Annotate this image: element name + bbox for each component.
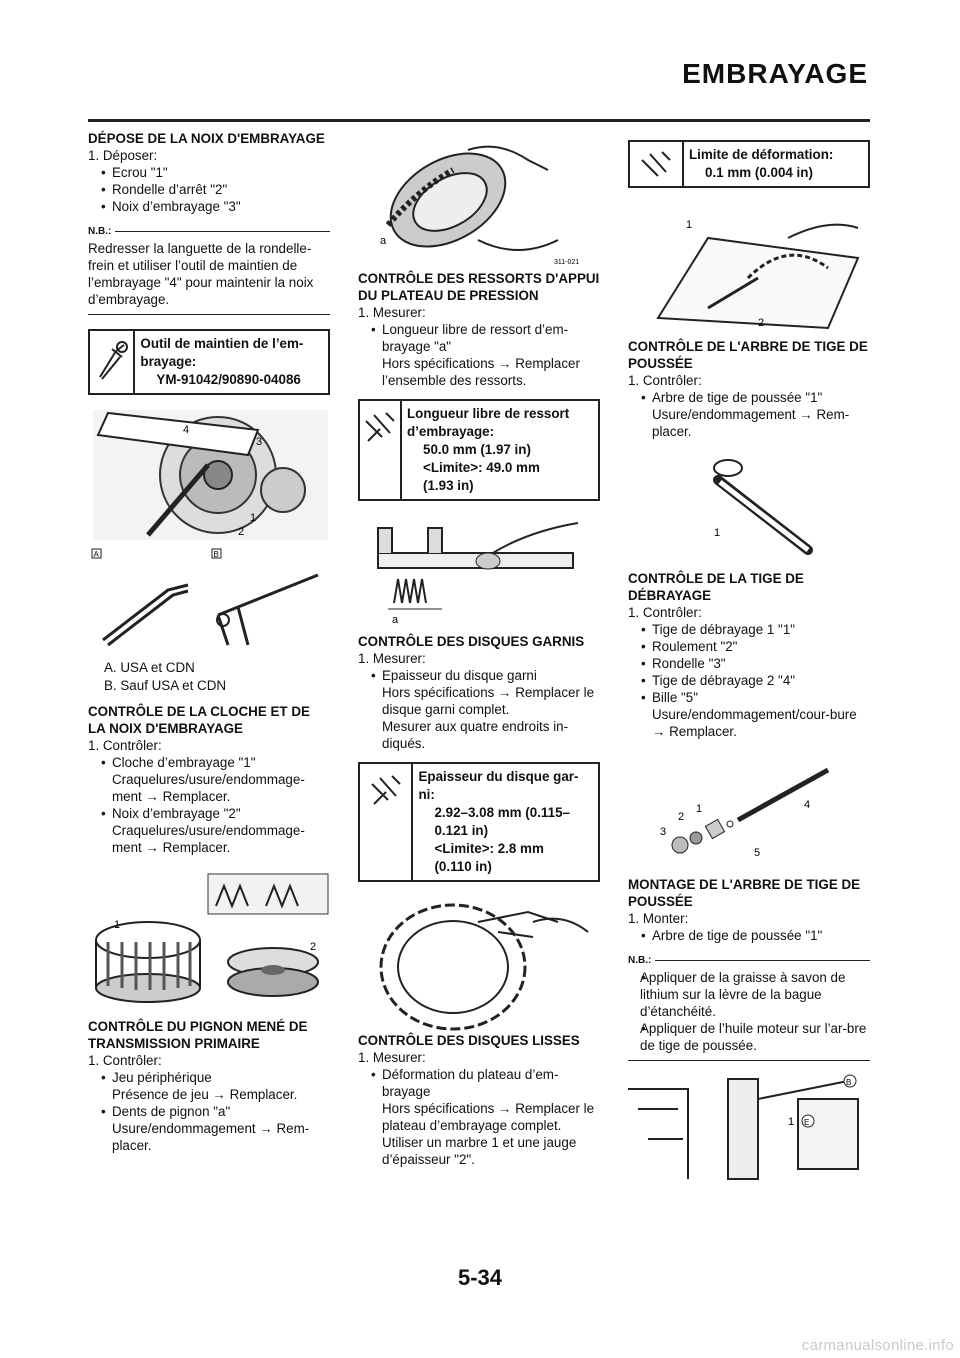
clutch-holder-figure xyxy=(88,405,330,545)
list-item: • Tige de débrayage 2 "4" xyxy=(628,672,870,689)
list-item: • Jeu périphérique xyxy=(88,1069,330,1086)
spec-limit: (0.110 in) xyxy=(434,859,492,874)
spec-title: Limite de déformation: xyxy=(689,147,834,162)
list-detail: Utiliser un marbre 1 et une jauge d’épaisseur "2". xyxy=(382,1135,577,1167)
figure-code: 311-021 xyxy=(554,259,580,266)
tool-spec-box xyxy=(88,329,330,395)
plate-warp-figure xyxy=(628,198,870,338)
step: 1. Contrôler: xyxy=(628,373,702,388)
list-detail: Usure/endommagement/cour-bure → Remplacer. xyxy=(652,707,857,739)
list-item: • Epaisseur du disque garni xyxy=(358,667,600,684)
spec-title: Epaisseur du disque gar-ni: xyxy=(418,769,579,802)
section-title: CONTRÔLE DE L'ARBRE DE TIGE DE POUSSÉE xyxy=(628,339,868,371)
note-block xyxy=(628,952,870,1061)
spec-limit: (1.93 in) xyxy=(423,478,474,493)
callout-1: 1 xyxy=(788,1116,795,1128)
note-label: N.B.: xyxy=(88,226,112,237)
section-title: DÉPOSE DE LA NOIX D'EMBRAYAGE xyxy=(88,131,325,146)
tool-title: Outil de maintien de l’em-brayage: xyxy=(140,336,304,369)
callout-1: 1 xyxy=(714,527,721,539)
warp-spec-box xyxy=(628,140,870,188)
list-item: • Dents de pignon "a" xyxy=(88,1103,330,1120)
callout-2: 2 xyxy=(758,317,765,329)
callout-e: E xyxy=(804,1118,810,1127)
push-rod-shaft-figure xyxy=(628,440,870,570)
section-title: CONTRÔLE DE LA TIGE DE DÉBRAYAGE xyxy=(628,571,804,603)
spec-value: 0.121 in) xyxy=(434,823,489,838)
callout-2: 2 xyxy=(310,941,317,953)
push-rod-parts-figure xyxy=(628,740,870,876)
gear-backlash-figure xyxy=(358,130,600,270)
list-detail: Présence de jeu → Remplacer. xyxy=(112,1087,298,1102)
page-number: 5-34 xyxy=(457,1265,503,1290)
column-left xyxy=(88,130,330,1154)
list-item: • Roulement "2" xyxy=(628,638,870,655)
list-item: • Déformation du plateau d’em-brayage xyxy=(358,1066,600,1100)
column-right xyxy=(628,130,870,1187)
callout-4: 4 xyxy=(804,799,811,811)
list-item: • Rondelle "3" xyxy=(628,655,870,672)
spec-value: 2.92–3.08 mm (0.115– xyxy=(434,805,570,820)
install-figure xyxy=(628,1069,870,1187)
callout-1: 1 xyxy=(686,219,693,231)
caliper-icon xyxy=(630,142,684,186)
disc-spec-box xyxy=(358,762,600,882)
step: 1. Contrôler: xyxy=(88,738,162,753)
list-item: • Rondelle d’arrêt "2" xyxy=(88,181,330,198)
callout-b: B xyxy=(846,1078,852,1087)
callout-2: 2 xyxy=(678,811,685,823)
list-detail: Hors spécifications → Remplacer le plateau d’embrayage complet. xyxy=(382,1101,595,1133)
section-title: CONTRÔLE DES RESSORTS D'APPUI DU PLATEAU DE PRESSION xyxy=(358,271,600,303)
note-block xyxy=(88,223,330,315)
watermark: carmanualsonline.info xyxy=(801,1337,954,1354)
spec-limit: <Limite>: 2.8 mm xyxy=(434,841,544,856)
clutch-housing-figure xyxy=(88,870,330,1008)
note-text: Redresser la languette de la rondelle-frein et utiliser l’outil de maintien de l’embrayage "4" pour maintenir la noix d’embrayage. xyxy=(88,241,314,307)
note-item: • Appliquer de l’huile moteur sur l’ar-bre de tige de poussée. xyxy=(628,1020,870,1054)
section-title: CONTRÔLE DES DISQUES GARNIS xyxy=(358,634,585,649)
list-item: • Noix d’embrayage "2" xyxy=(88,805,330,822)
section-title: CONTRÔLE DE LA CLOCHE ET DE LA NOIX D'EMBRAYAGE xyxy=(88,704,310,736)
caliper-icon xyxy=(360,401,402,499)
list-detail: Mesurer aux quatre endroits in-diqués. xyxy=(382,719,569,751)
list-item: • Arbre de tige de poussée "1" xyxy=(628,389,870,406)
step: 1. Mesurer: xyxy=(358,1050,426,1065)
list-detail: Hors spécifications → Remplacer le disque garni complet. xyxy=(382,685,595,717)
list-item: • Longueur libre de ressort d’em-brayage "a" xyxy=(358,321,600,355)
spec-limit: <Limite>: 49.0 mm xyxy=(423,460,540,475)
step: 1. Contrôler: xyxy=(628,605,702,620)
spring-measure-figure xyxy=(358,513,600,633)
list-item: • Ecrou "1" xyxy=(88,164,330,181)
callout-3: 3 xyxy=(256,436,263,448)
step: 1. Mesurer: xyxy=(358,651,426,666)
note-item: • Appliquer de la graisse à savon de lithium sur la lèvre de la bague d’étanchéité. xyxy=(628,969,870,1020)
section-title: CONTRÔLE DU PIGNON MENÉ DE TRANSMISSION PRIMAIRE xyxy=(88,1019,308,1051)
header-rule xyxy=(88,119,870,122)
list-detail: Hors spécifications → Remplacer l’ensemble des ressorts. xyxy=(382,356,580,388)
spec-value: 50.0 mm (1.97 in) xyxy=(423,442,531,457)
wrench-icon xyxy=(90,331,135,393)
callout-1: 1 xyxy=(250,512,257,524)
spec-value: 0.1 mm (0.004 in) xyxy=(705,165,813,180)
column-middle xyxy=(358,130,600,1168)
step: 1. Déposer: xyxy=(88,148,158,163)
list-item: • Cloche d’embrayage "1" xyxy=(88,754,330,771)
callout-1: 1 xyxy=(696,803,703,815)
spec-title: Longueur libre de ressort d’embrayage: xyxy=(407,406,570,439)
friction-disc-figure xyxy=(358,892,600,1032)
list-item: • Noix d’embrayage "3" xyxy=(88,198,330,215)
spring-spec-box xyxy=(358,399,600,501)
list-detail: Craquelures/usure/endommage-ment → Remplacer. xyxy=(112,772,305,804)
list-detail: Usure/endommagement → Rem-placer. xyxy=(112,1121,310,1153)
list-detail: Usure/endommagement → Rem-placer. xyxy=(652,407,850,439)
callout-4: 4 xyxy=(183,424,190,436)
page-title: EMBRAYAGE xyxy=(682,58,868,89)
callout-a: a xyxy=(392,614,399,626)
legend-item: B. Sauf USA et CDN xyxy=(104,678,227,693)
caliper-icon xyxy=(360,764,413,880)
holder-tools-figure xyxy=(88,545,330,655)
label-a: A xyxy=(93,550,99,559)
callout-1: 1 xyxy=(114,919,121,931)
section-title: CONTRÔLE DES DISQUES LISSES xyxy=(358,1033,580,1048)
callout-2: 2 xyxy=(238,526,245,538)
tool-value: YM-91042/90890-04086 xyxy=(156,372,301,387)
callout-a: a xyxy=(380,235,387,247)
label-b: B xyxy=(213,550,219,559)
list-item: • Arbre de tige de poussée "1" xyxy=(628,927,870,944)
list-item: • Bille "5" xyxy=(628,689,870,706)
legend-item: A. USA et CDN xyxy=(104,660,195,675)
callout-5: 5 xyxy=(754,847,761,859)
list-detail: Craquelures/usure/endommage-ment → Remplacer. xyxy=(112,823,305,855)
step: 1. Monter: xyxy=(628,911,689,926)
list-item: • Tige de débrayage 1 "1" xyxy=(628,621,870,638)
callout-3: 3 xyxy=(660,826,667,838)
section-title: MONTAGE DE L'ARBRE DE TIGE DE POUSSÉE xyxy=(628,877,861,909)
step: 1. Contrôler: xyxy=(88,1053,162,1068)
note-label: N.B.: xyxy=(628,955,652,966)
step: 1. Mesurer: xyxy=(358,305,426,320)
